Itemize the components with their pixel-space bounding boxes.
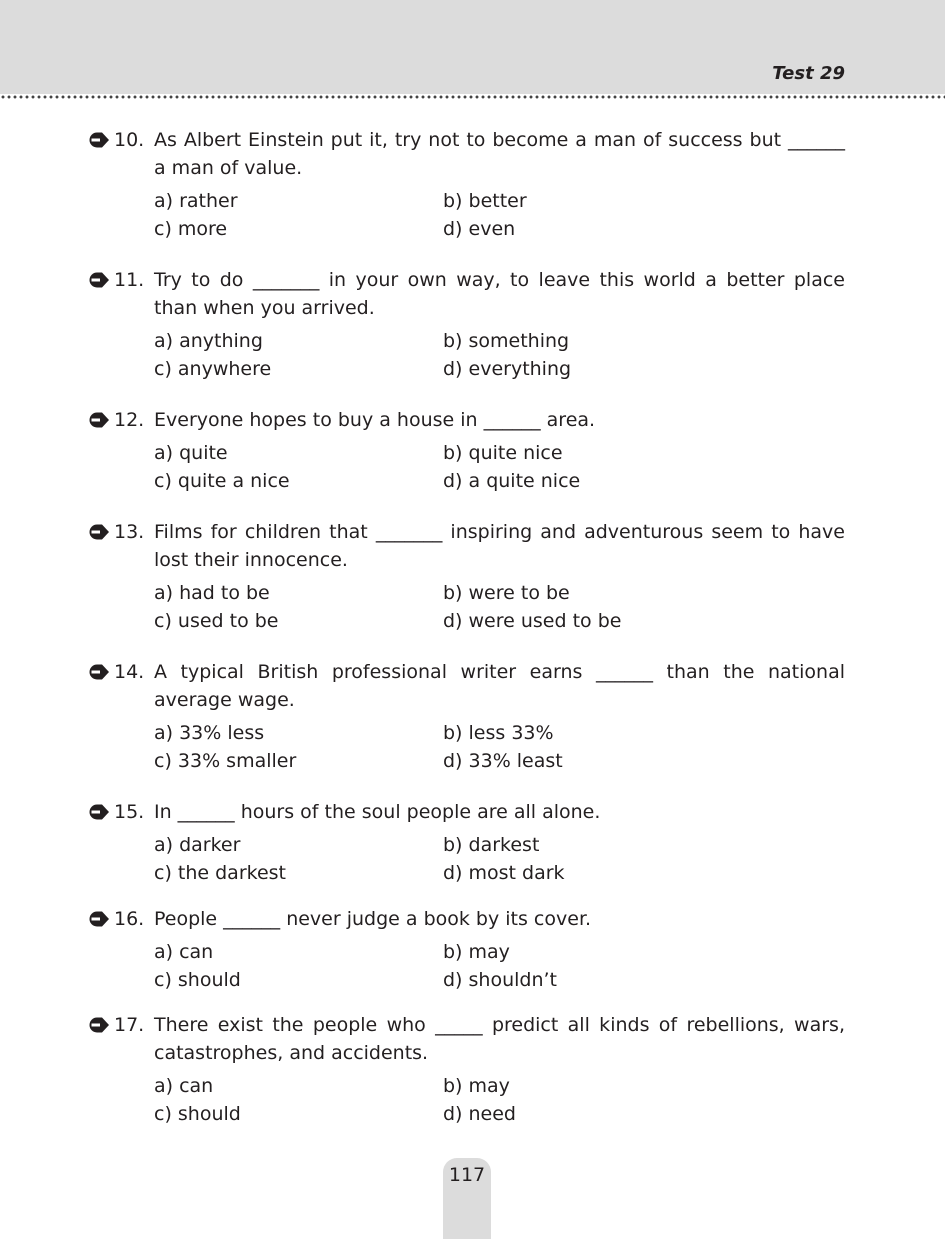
- arrow-right-icon: [88, 658, 114, 686]
- question-14: [88, 658, 845, 775]
- option-d[interactable]: d) most dark: [443, 862, 565, 884]
- option-a[interactable]: a) had to be: [154, 582, 270, 604]
- option-b[interactable]: b) better: [443, 190, 527, 212]
- question-number: 17.: [114, 1014, 145, 1036]
- question-12: [88, 406, 845, 495]
- question-text: A typical British professional writer earns ______ than the national average wage.: [154, 661, 845, 711]
- option-c[interactable]: c) should: [154, 969, 241, 991]
- question-text: There exist the people who _____ predict all kinds of rebellions, wars, catastrophes, and accidents.: [154, 1014, 845, 1064]
- question-text: Films for children that _______ inspiring and adventurous seem to have lost their innocence.: [154, 521, 845, 571]
- option-d[interactable]: d) 33% least: [443, 750, 563, 772]
- page-number-tab: [443, 1158, 491, 1239]
- arrow-right-icon: [88, 406, 114, 434]
- question-number: 14.: [114, 661, 145, 683]
- option-d[interactable]: d) everything: [443, 358, 572, 380]
- option-c[interactable]: c) the darkest: [154, 862, 286, 884]
- option-c[interactable]: c) used to be: [154, 610, 279, 632]
- option-b[interactable]: b) less 33%: [443, 722, 554, 744]
- option-a[interactable]: a) anything: [154, 330, 263, 352]
- option-d[interactable]: d) need: [443, 1103, 516, 1125]
- arrow-right-icon: [88, 1011, 114, 1039]
- option-d[interactable]: d) even: [443, 218, 516, 240]
- option-a[interactable]: a) quite: [154, 442, 228, 464]
- option-c[interactable]: c) should: [154, 1103, 241, 1125]
- arrow-right-icon: [88, 266, 114, 294]
- option-c[interactable]: c) more: [154, 218, 228, 240]
- option-b[interactable]: b) something: [443, 330, 570, 352]
- option-c[interactable]: c) 33% smaller: [154, 750, 297, 772]
- option-a[interactable]: a) darker: [154, 834, 241, 856]
- page-number: 117: [448, 1164, 486, 1186]
- option-c[interactable]: c) anywhere: [154, 358, 272, 380]
- arrow-right-icon: [88, 905, 114, 933]
- option-a[interactable]: a) can: [154, 941, 214, 963]
- question-text: As Albert Einstein put it, try not to become a man of success but ______ a man of value.: [154, 129, 845, 179]
- question-number: 13.: [114, 521, 145, 543]
- question-13: [88, 518, 845, 635]
- option-b[interactable]: b) may: [443, 1075, 510, 1097]
- question-number: 12.: [114, 409, 145, 431]
- question-16: [88, 905, 845, 994]
- question-text: In ______ hours of the soul people are all alone.: [154, 801, 601, 823]
- option-d[interactable]: d) a quite nice: [443, 470, 581, 492]
- question-11: [88, 266, 845, 383]
- question-17: [88, 1011, 845, 1128]
- question-number: 15.: [114, 801, 145, 823]
- question-number: 16.: [114, 908, 145, 930]
- arrow-right-icon: [88, 798, 114, 826]
- option-c[interactable]: c) quite a nice: [154, 470, 290, 492]
- option-b[interactable]: b) were to be: [443, 582, 570, 604]
- question-text: People ______ never judge a book by its cover.: [154, 908, 592, 930]
- option-b[interactable]: b) quite nice: [443, 442, 563, 464]
- option-b[interactable]: b) may: [443, 941, 510, 963]
- arrow-right-icon: [88, 518, 114, 546]
- option-d[interactable]: d) shouldn’t: [443, 969, 557, 991]
- question-text: Try to do _______ in your own way, to leave this world a better place than when you arrived.: [154, 269, 845, 319]
- question-number: 11.: [114, 269, 145, 291]
- question-10: [88, 126, 845, 243]
- question-number: 10.: [114, 129, 145, 151]
- option-a[interactable]: a) can: [154, 1075, 214, 1097]
- option-a[interactable]: a) rather: [154, 190, 238, 212]
- dotted-divider: [0, 94, 945, 100]
- option-b[interactable]: b) darkest: [443, 834, 540, 856]
- question-text: Everyone hopes to buy a house in ______ area.: [154, 409, 596, 431]
- question-15: [88, 798, 845, 887]
- option-a[interactable]: a) 33% less: [154, 722, 265, 744]
- option-d[interactable]: d) were used to be: [443, 610, 622, 632]
- test-title: Test 29: [772, 63, 845, 84]
- arrow-right-icon: [88, 126, 114, 154]
